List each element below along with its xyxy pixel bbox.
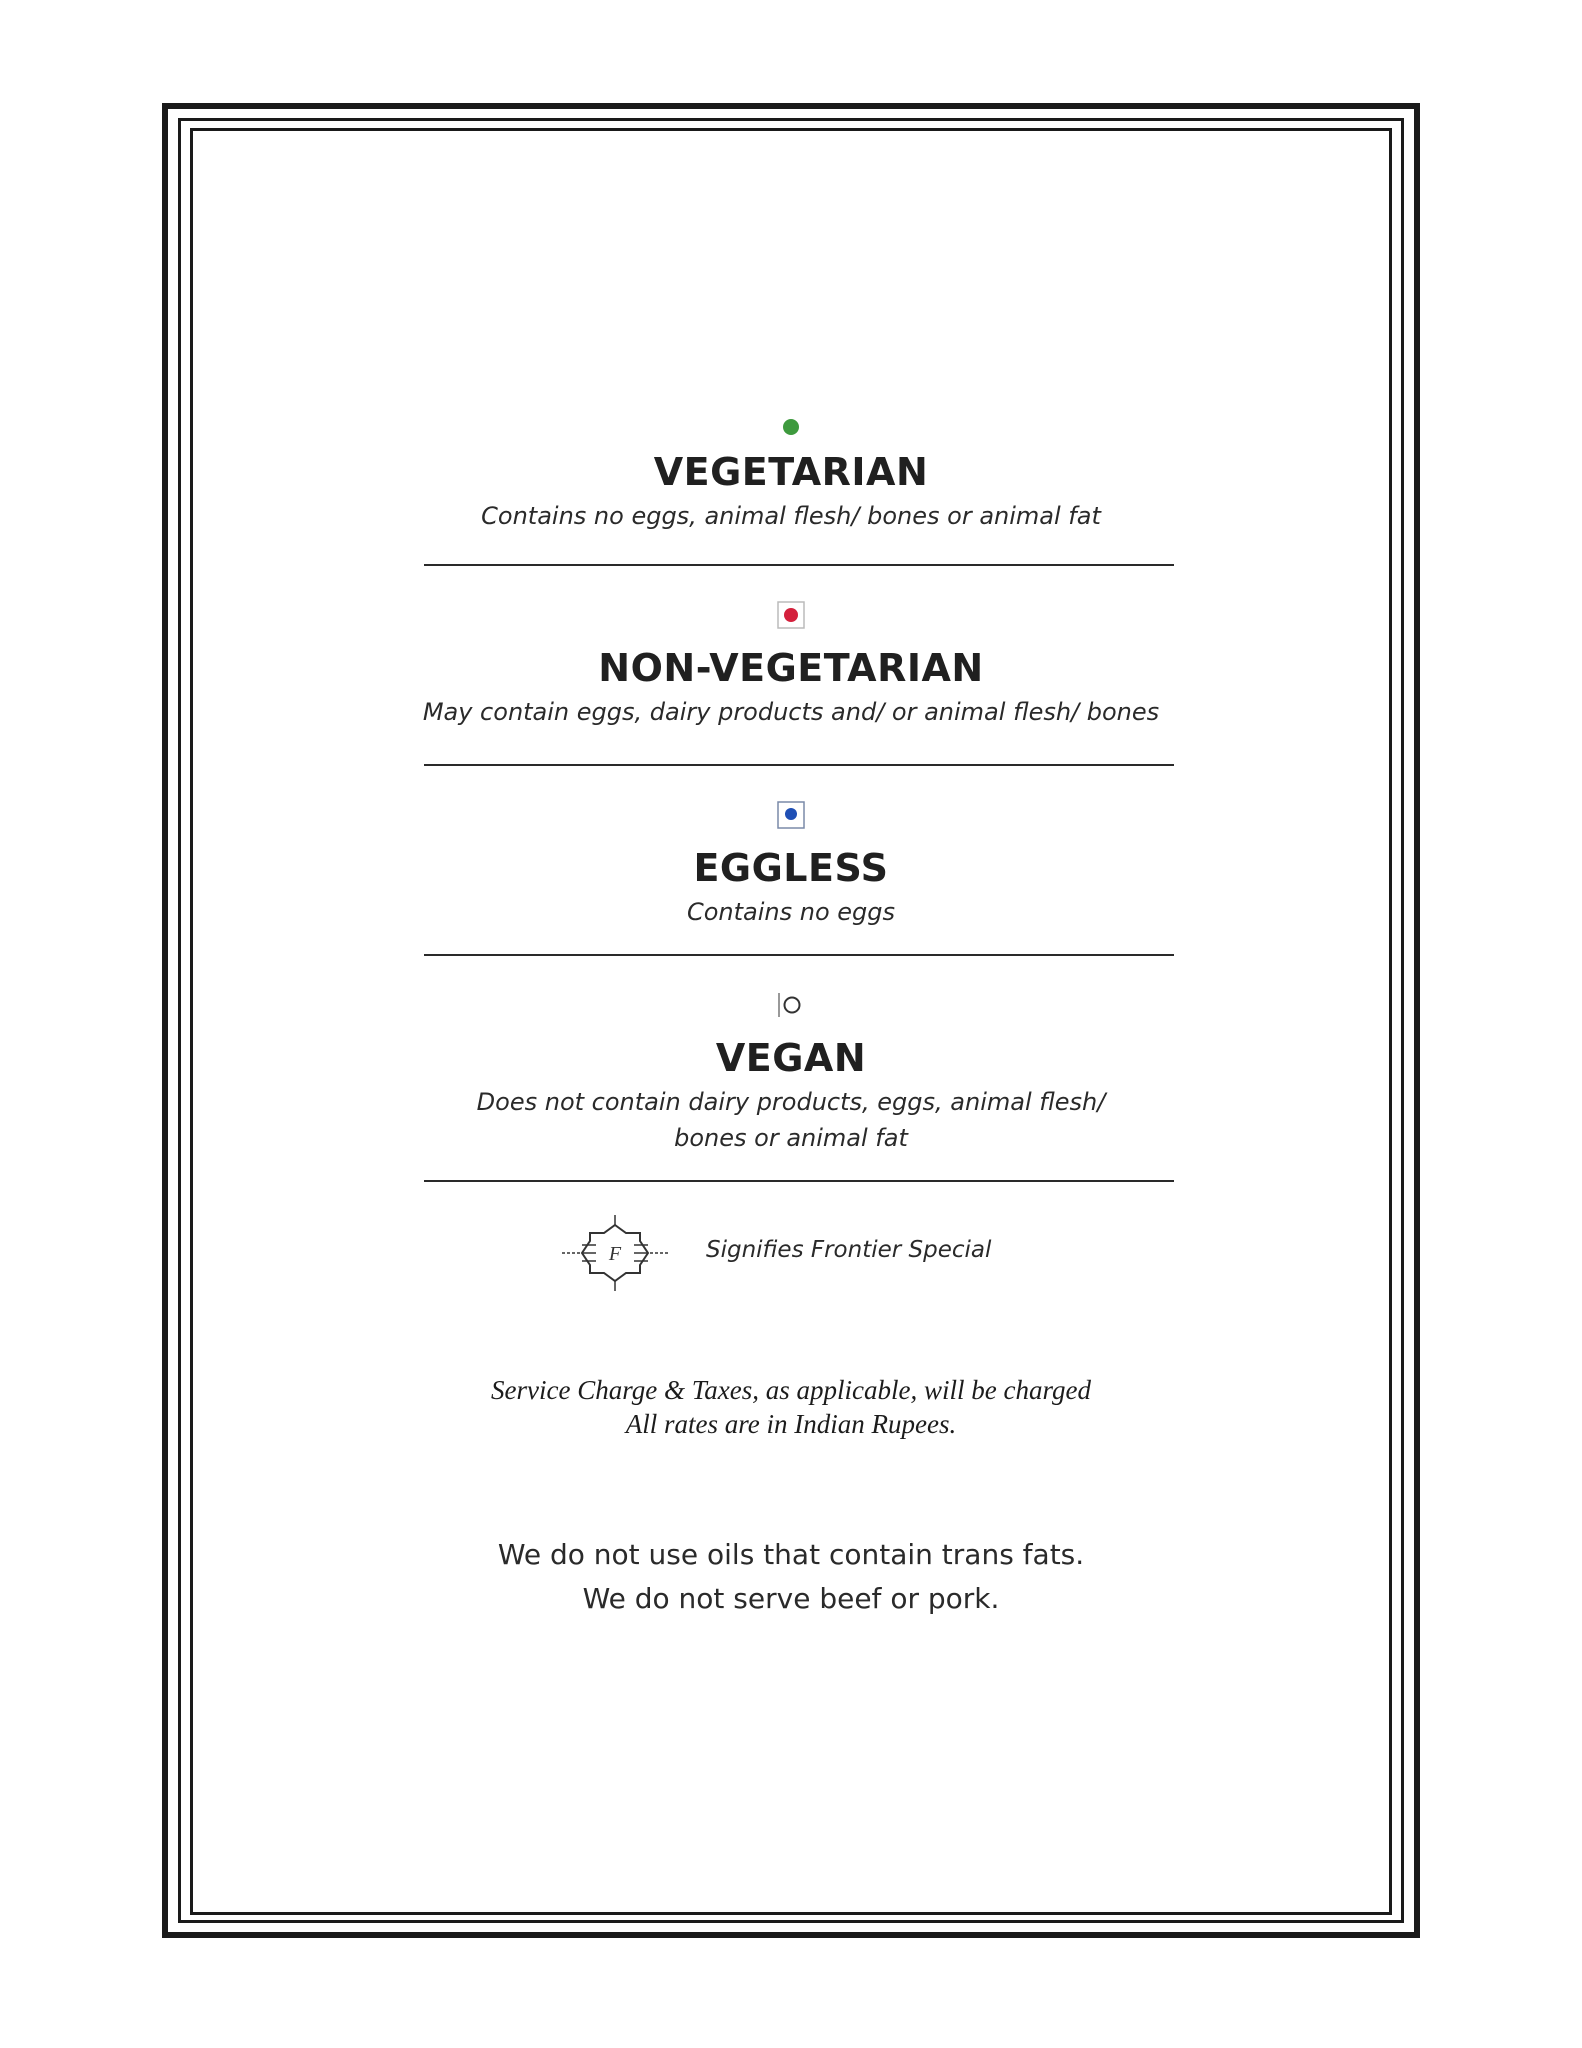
category-description-vegan-line1: Does not contain dairy products, eggs, animal flesh/ xyxy=(476,1088,1106,1116)
emblem-letter: F xyxy=(608,1243,622,1265)
category-title-vegan: VEGAN xyxy=(715,1036,867,1080)
category-title-eggless: EGGLESS xyxy=(693,846,889,890)
divider xyxy=(424,1180,1174,1182)
frontier-special-legend xyxy=(560,1213,1080,1293)
category-description-eggless: Contains no eggs xyxy=(686,898,896,926)
menu-legend-page xyxy=(190,128,1392,1915)
category-description-vegan-line2: bones or animal fat xyxy=(674,1124,908,1152)
divider xyxy=(424,954,1174,956)
green-dot-icon xyxy=(776,412,806,442)
frontier-special-emblem-icon xyxy=(560,1213,670,1293)
category-title-vegetarian: VEGETARIAN xyxy=(653,450,929,494)
policy-line1: We do not use oils that contain trans fats. xyxy=(497,1538,1085,1571)
red-dot-icon xyxy=(776,600,806,630)
category-description-non-vegetarian: May contain eggs, dairy products and/ or animal flesh/ bones xyxy=(422,698,1160,726)
category-title-non-vegetarian: NON-VEGETARIAN xyxy=(598,646,984,690)
divider xyxy=(424,764,1174,766)
category-description-vegetarian: Contains no eggs, animal flesh/ bones or animal fat xyxy=(481,502,1101,530)
frontier-special-label: Signifies Frontier Special xyxy=(706,1237,992,1263)
divider xyxy=(424,564,1174,566)
policy-line2: We do not serve beef or pork. xyxy=(582,1582,1000,1615)
blue-dot-icon xyxy=(776,800,806,830)
charges-notice-line2: All rates are in Indian Rupees. xyxy=(625,1409,957,1439)
charges-notice-line1: Service Charge & Taxes, as applicable, will be charged xyxy=(491,1375,1091,1405)
open-circle-icon xyxy=(776,990,806,1020)
